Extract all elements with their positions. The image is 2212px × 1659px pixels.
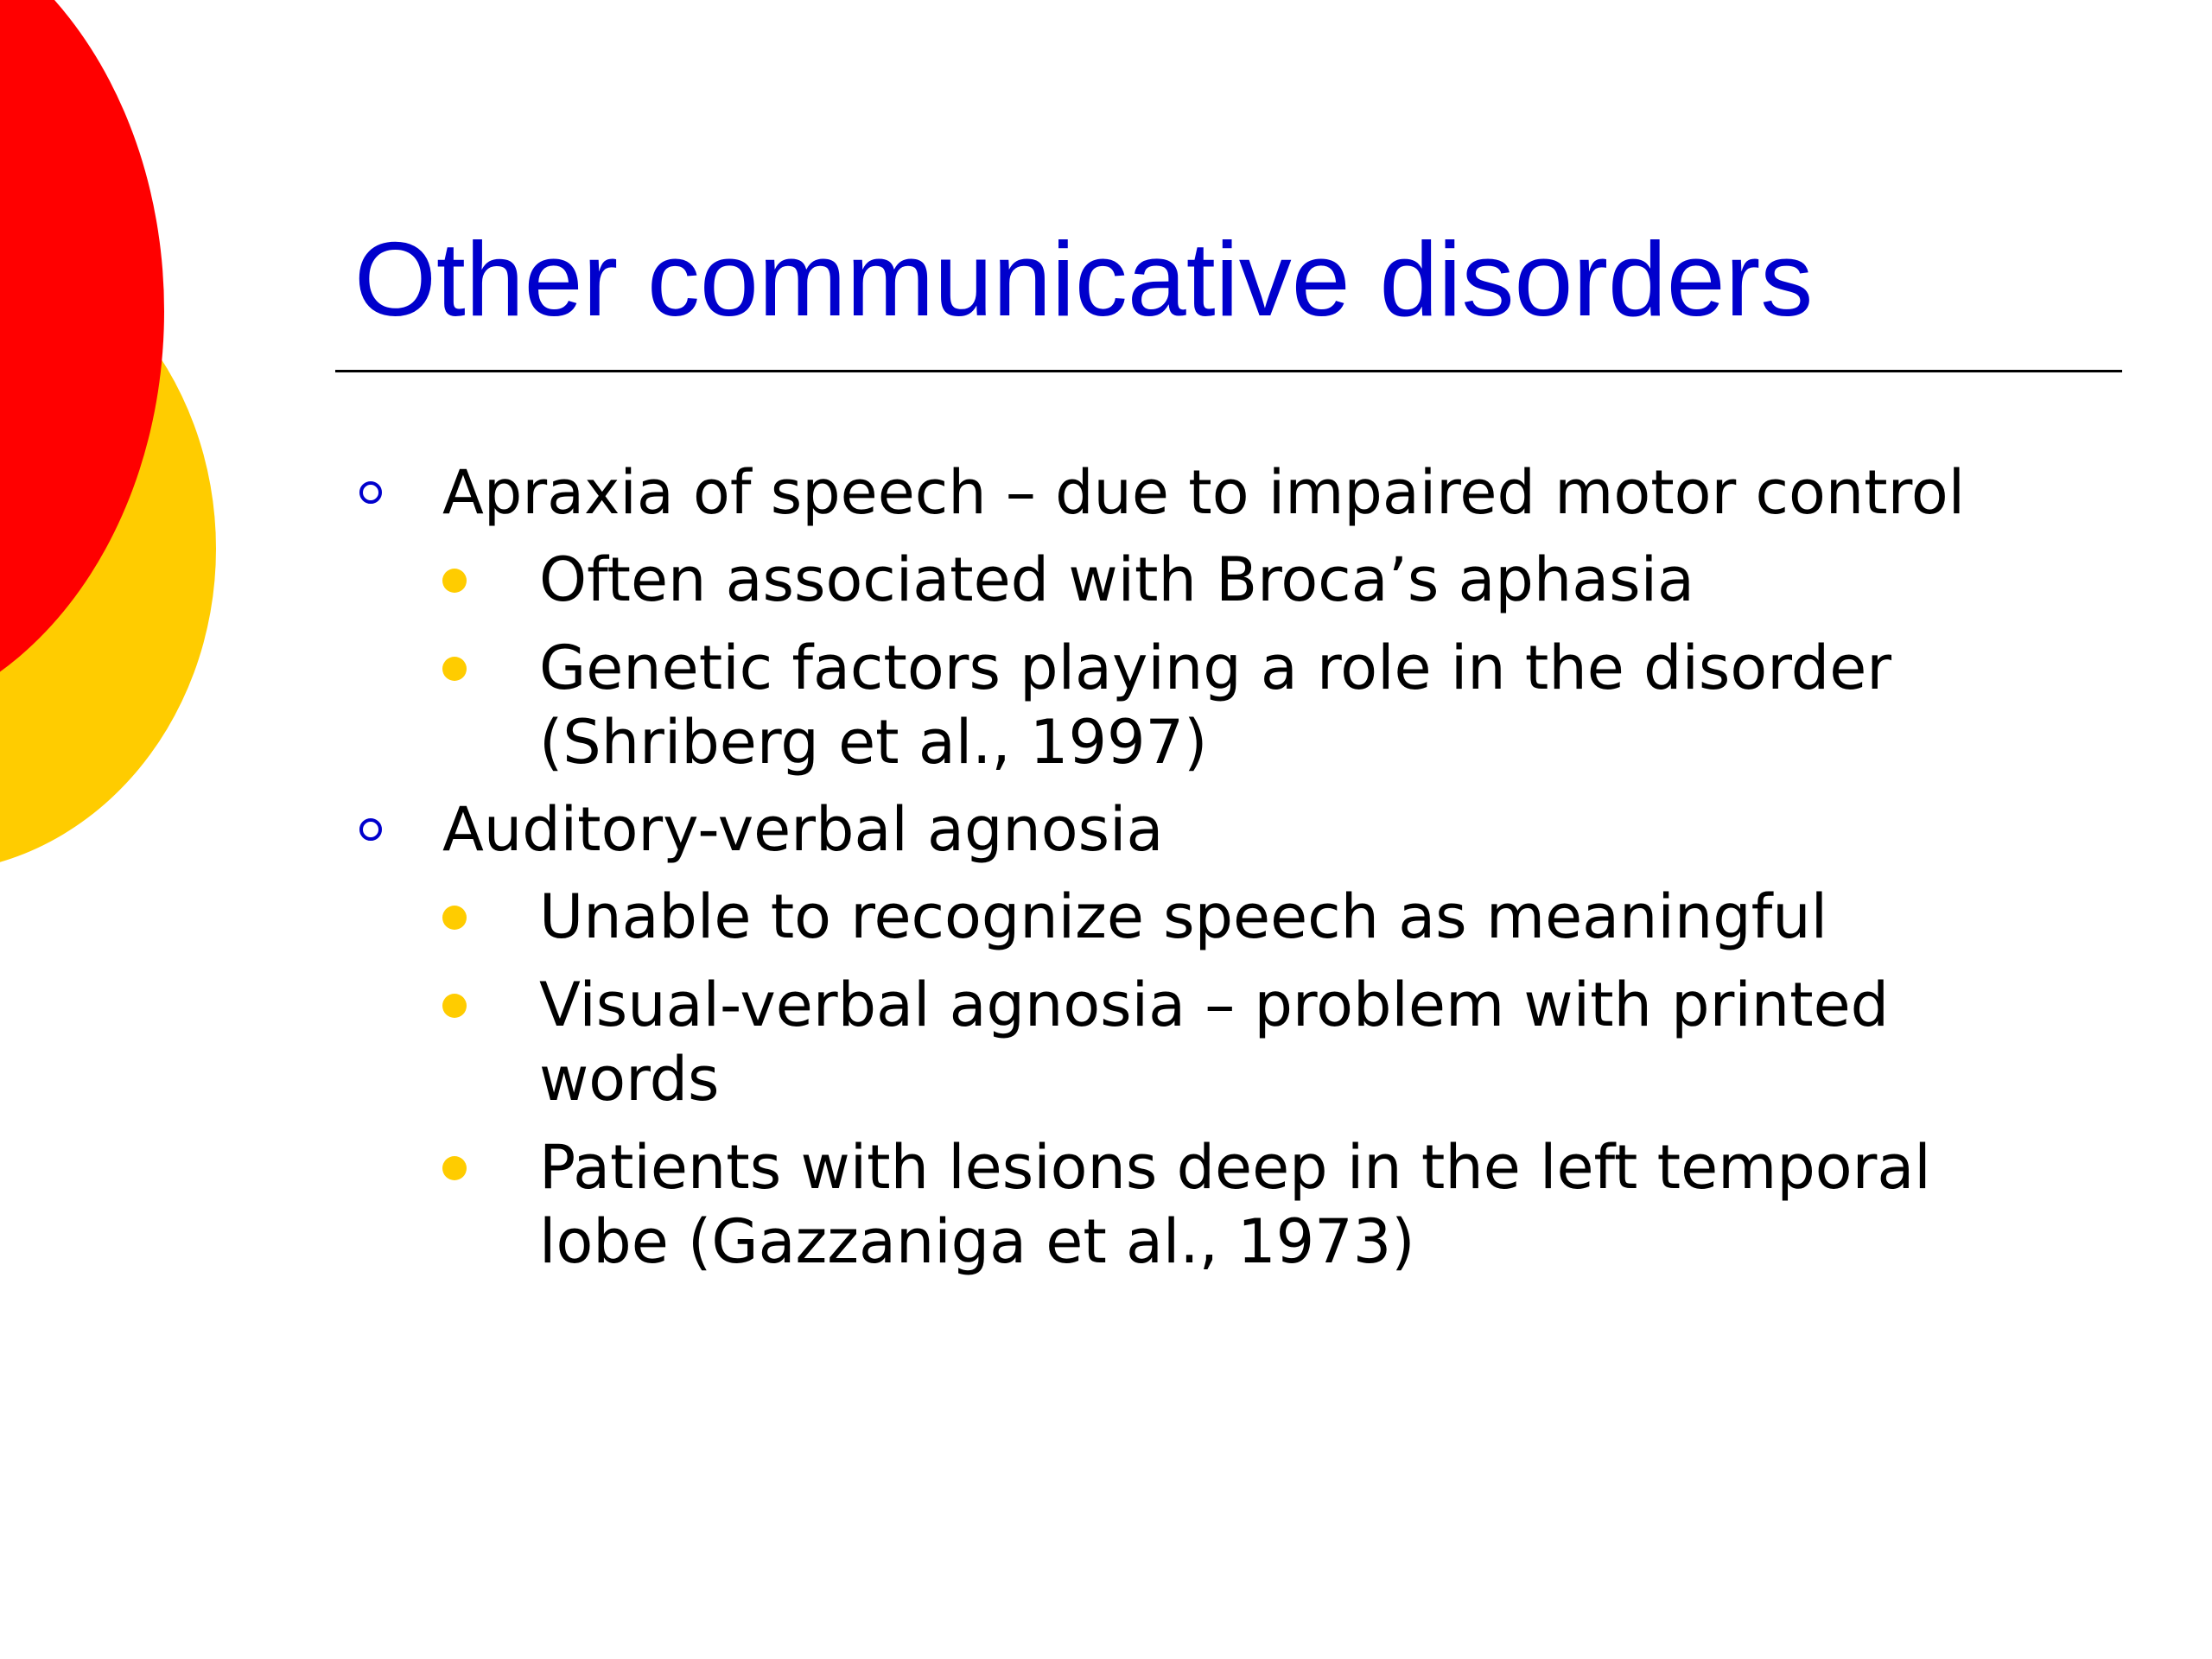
yellow-dot-bullet-icon	[442, 657, 467, 681]
sub-bullet-text: Genetic factors playing a role in the disorder (Shriberg et al., 1997)	[539, 632, 1892, 778]
bullet-text: Auditory-verbal agnosia	[442, 794, 1164, 865]
title-divider	[335, 370, 2122, 372]
bullet-item-apraxia	[346, 449, 2074, 536]
bullet-text: Apraxia of speech – due to impaired motor control	[442, 457, 1966, 528]
hollow-circle-bullet-icon	[359, 818, 382, 841]
bullet-list	[346, 449, 2074, 1286]
slide-title: Other communicative disorders	[354, 220, 1814, 338]
yellow-dot-bullet-icon	[442, 906, 467, 930]
sub-bullet-item	[442, 624, 2074, 786]
yellow-dot-bullet-icon	[442, 994, 467, 1018]
sub-bullet-item	[442, 961, 2074, 1123]
bullet-item-agnosia	[346, 786, 2074, 873]
yellow-dot-bullet-icon	[442, 569, 467, 593]
sub-bullet-text: Unable to recognize speech as meaningful	[539, 881, 1828, 952]
sub-bullet-text: Often associated with Broca’s aphasia	[539, 544, 1694, 615]
sub-bullet-item	[442, 536, 2074, 624]
sub-bullet-text: Visual-verbal agnosia – problem with printed words	[539, 969, 1890, 1115]
hollow-circle-bullet-icon	[359, 481, 382, 504]
sub-bullet-text: Patients with lesions deep in the left temporal lobe (Gazzaniga et al., 1973)	[539, 1132, 1931, 1277]
yellow-dot-bullet-icon	[442, 1156, 467, 1180]
sub-bullet-item	[442, 1123, 2074, 1286]
sub-bullet-item	[442, 873, 2074, 961]
